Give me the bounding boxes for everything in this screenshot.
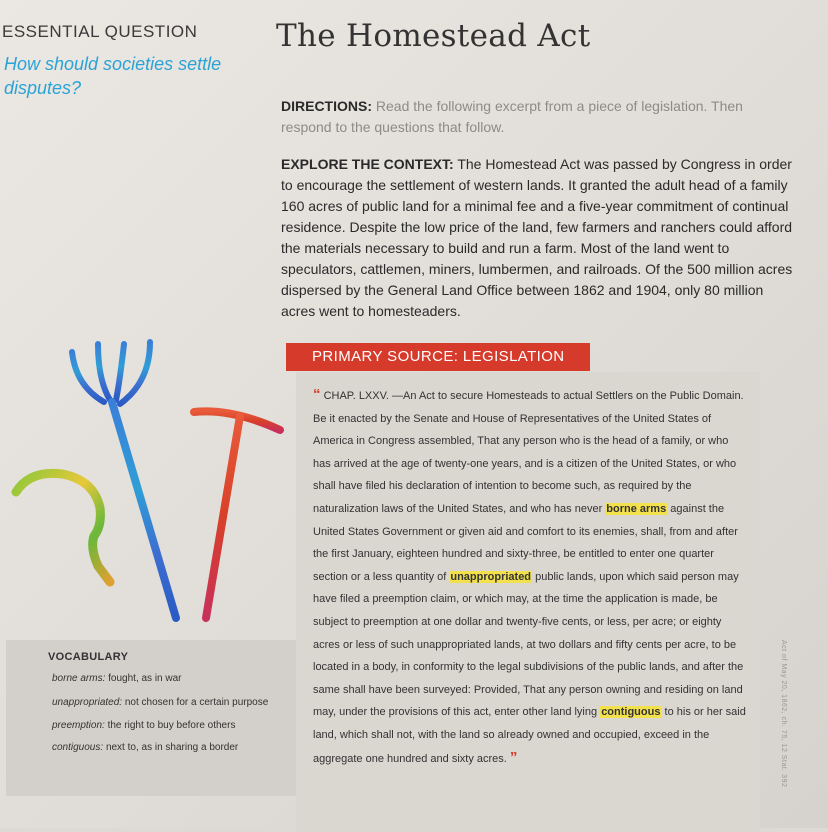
context-label: EXPLORE THE CONTEXT: <box>281 156 454 172</box>
source-body-4: to his or her said land, which shall not, with the land so already owned and occupied, exceed in the aggregate one hundred and sixty acres. <box>313 706 746 765</box>
vocab-definition: not chosen for a certain purpose <box>124 697 269 708</box>
vocab-item <box>52 742 238 753</box>
directions-text: Read the following excerpt from a piece of legislation. Then respond to the questions that follow. <box>281 98 743 135</box>
vocab-term: unappropriated: <box>52 697 123 708</box>
open-quote-mark: “ <box>313 386 321 403</box>
source-body-1: Be it enacted by the Senate and House of Representatives of the United States of America in Congress assembled, That any person who is the head of a family, or who has arrived at the age of twenty-one years, and is a citizen of the United States, or who shall have filed his declaration of intention to become such, as required by the naturalization laws of the United States, and who has never <box>313 412 737 515</box>
side-citation: Act of May 20, 1862, ch. 75, 12 Stat. 392 <box>780 640 787 788</box>
vocab-term: preemption: <box>52 720 105 731</box>
scythe-icon <box>16 473 110 582</box>
vocab-item <box>52 697 268 708</box>
source-body-3: public lands, upon which said person may have filed a preemption claim, or which may, at the time the application is made, be subject to preemption at one dollar and twenty-five cents, or less, per acre; or eighty acres or less of such unappropriated lands, at two dollars and fifty cents per acre, to be located in a body, in conformity to the legal subdivisions of the public lands, and after the same shall have been surveyed: Provided, That any person owning and residing on land may, under the provisions of this act, enter other land lying <box>313 570 744 719</box>
page-title: The Homestead Act <box>276 18 591 54</box>
vocab-item <box>52 720 235 731</box>
vocab-highlight-borne-arms: borne arms <box>606 502 667 515</box>
context-text: The Homestead Act was passed by Congress in order to encourage the settlement of western lands. It granted the adult head of a family 160 acres of public land for a minimal fee and a five-year commitment of continual residence. Despite the low price of the land, few farmers and ranchers could afford the materials necessary to build and run a farm. Most of the land went to speculators, cattlemen, miners, lumbermen, and railroads. Of the 500 million acres dispersed by the General Land Office between 1862 and 1904, only 80 million acres went to homesteaders. <box>281 156 793 319</box>
close-quote-mark: ” <box>509 748 518 766</box>
essential-question-text: How should societies settle disputes? <box>4 54 222 98</box>
primary-source-tag: PRIMARY SOURCE: LEGISLATION <box>286 343 590 371</box>
vocab-item <box>52 673 182 684</box>
vocab-highlight-unappropriated: unappropriated <box>450 570 532 583</box>
vocabulary-box <box>6 640 296 796</box>
essential-question-label: ESSENTIAL QUESTION <box>2 22 198 41</box>
source-body-2: against the United States Government or given aid and comfort to its enemies, shall, from and after the first January, eighteen hundred and sixty-three, be entitled to enter one quarter section or a less quantity of <box>313 502 738 583</box>
farm-tools-illustration <box>0 330 290 630</box>
vocabulary-title: VOCABULARY <box>48 651 129 663</box>
primary-source-text <box>313 384 749 770</box>
vocab-definition: the right to buy before others <box>107 720 236 731</box>
vocab-highlight-contiguous: contiguous <box>601 706 661 719</box>
vocab-term: contiguous: <box>52 742 104 753</box>
explore-context <box>281 154 793 322</box>
vocab-definition: next to, as in sharing a border <box>105 742 239 753</box>
pickaxe-icon <box>194 411 280 618</box>
vocab-definition: fought, as in war <box>108 673 182 684</box>
source-heading: CHAP. LXXV. —An Act to secure Homesteads to actual Settlers on the Public Domain. <box>323 390 744 402</box>
directions <box>281 96 791 138</box>
directions-label: DIRECTIONS: <box>281 98 372 114</box>
vocab-term: borne arms: <box>52 673 106 684</box>
